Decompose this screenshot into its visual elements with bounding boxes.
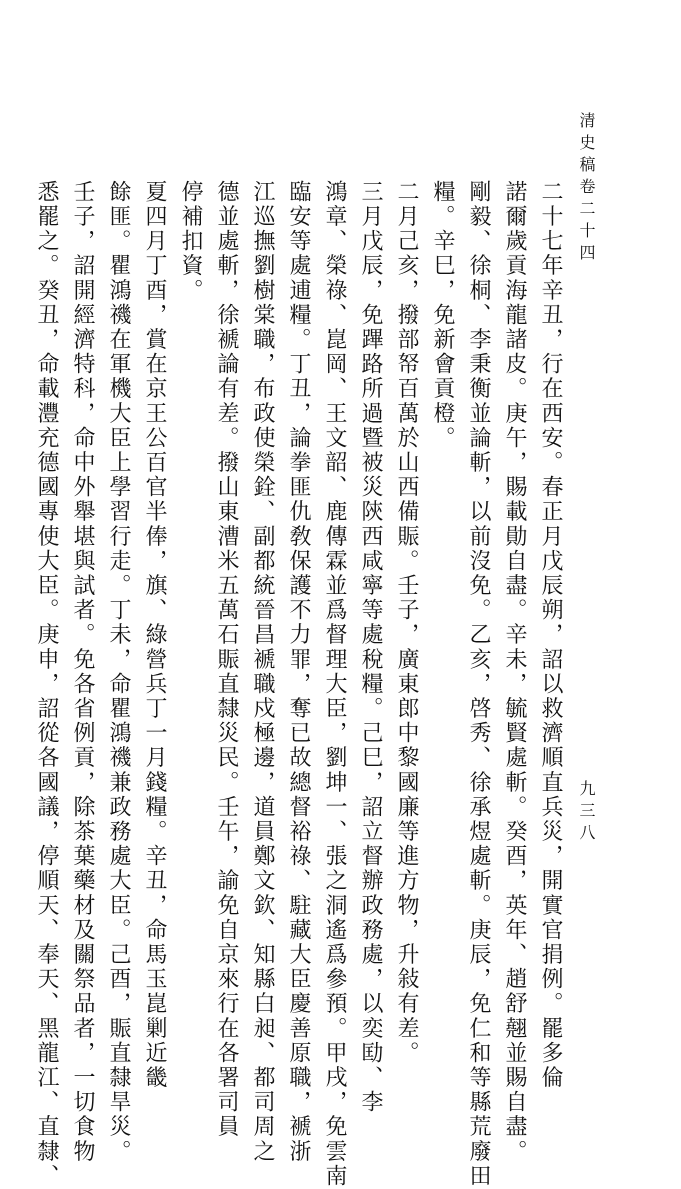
book-title: 清史稿卷二十四	[577, 112, 596, 266]
text-column-10: 德並處斬，徐褫論有差。撥山東漕米五萬石賑直隸災民。壬午，諭免自京來行在各署司員	[214, 180, 239, 1140]
text-column-4: 糧。辛巳，免新會貢橙。	[430, 180, 455, 451]
text-column-15: 悉罷之。癸丑，命載灃充德國專使大臣。庚申，詔從各國議，停順天、奉天、黑龍江、直隸、	[34, 180, 59, 1189]
text-column-7: 鴻章、榮祿、崑岡、王文韶、鹿傳霖並爲督理大臣，劉坤一、張之洞遙爲參預。甲戌，免雲南	[322, 180, 347, 1189]
text-column-13: 餘匪。瞿鴻禨在軍機大臣上學習行走。丁未，命瞿鴻禨兼政務處大臣。己酉，賑直隸旱災。	[106, 180, 131, 1164]
text-column-2: 諾爾歲貢海龍諸皮。庚午，賜載勛自盡。辛未，毓賢處斬。癸酉，英年、趙舒翹並賜自盡。	[502, 180, 527, 1164]
text-column-14: 壬子，詔開經濟特科，命中外舉堪與試者。免各省例貢，除茶葉藥材及關祭品者，一切食物	[70, 180, 95, 1164]
text-column-6: 三月戊辰，免蹕路所過暨被災陝西咸寧等處稅糧。己巳，詔立督辦政務處，以奕劻、李	[358, 180, 383, 1115]
text-column-11: 停補扣資。	[178, 180, 203, 303]
text-column-8: 臨安等處逋糧。丁丑，論拳匪仇敎保護不力罪，奪已故總督裕祿、駐藏大臣慶善原職，褫浙	[286, 180, 311, 1164]
text-column-9: 江巡撫劉樹棠職，布政使榮銓、副都統晉昌褫職戍極邊，道員鄭文欽、知縣白昶、都司周之	[250, 180, 275, 1164]
text-column-5: 二月己亥，撥部帑百萬於山西備賑。壬子，廣東郎中黎國廉等進方物，升敍有差。	[394, 180, 419, 1066]
text-column-3: 剛毅、徐桐、李秉衡並論斬，以前沒免。乙亥，啓秀、徐承煜處斬。庚辰，免仁和等縣荒廢田	[466, 180, 491, 1189]
text-column-12: 夏四月丁酉，賞在京王公百官半俸，旗、綠營兵丁一月錢糧。辛丑，命馬玉崑剿近畿	[142, 180, 167, 1091]
text-column-1: 二十七年辛丑，行在西安。春正月戊辰朔，詔以救濟順直兵災，開實官捐例。罷多倫	[538, 180, 563, 1091]
page-number: 九三八	[577, 780, 596, 846]
